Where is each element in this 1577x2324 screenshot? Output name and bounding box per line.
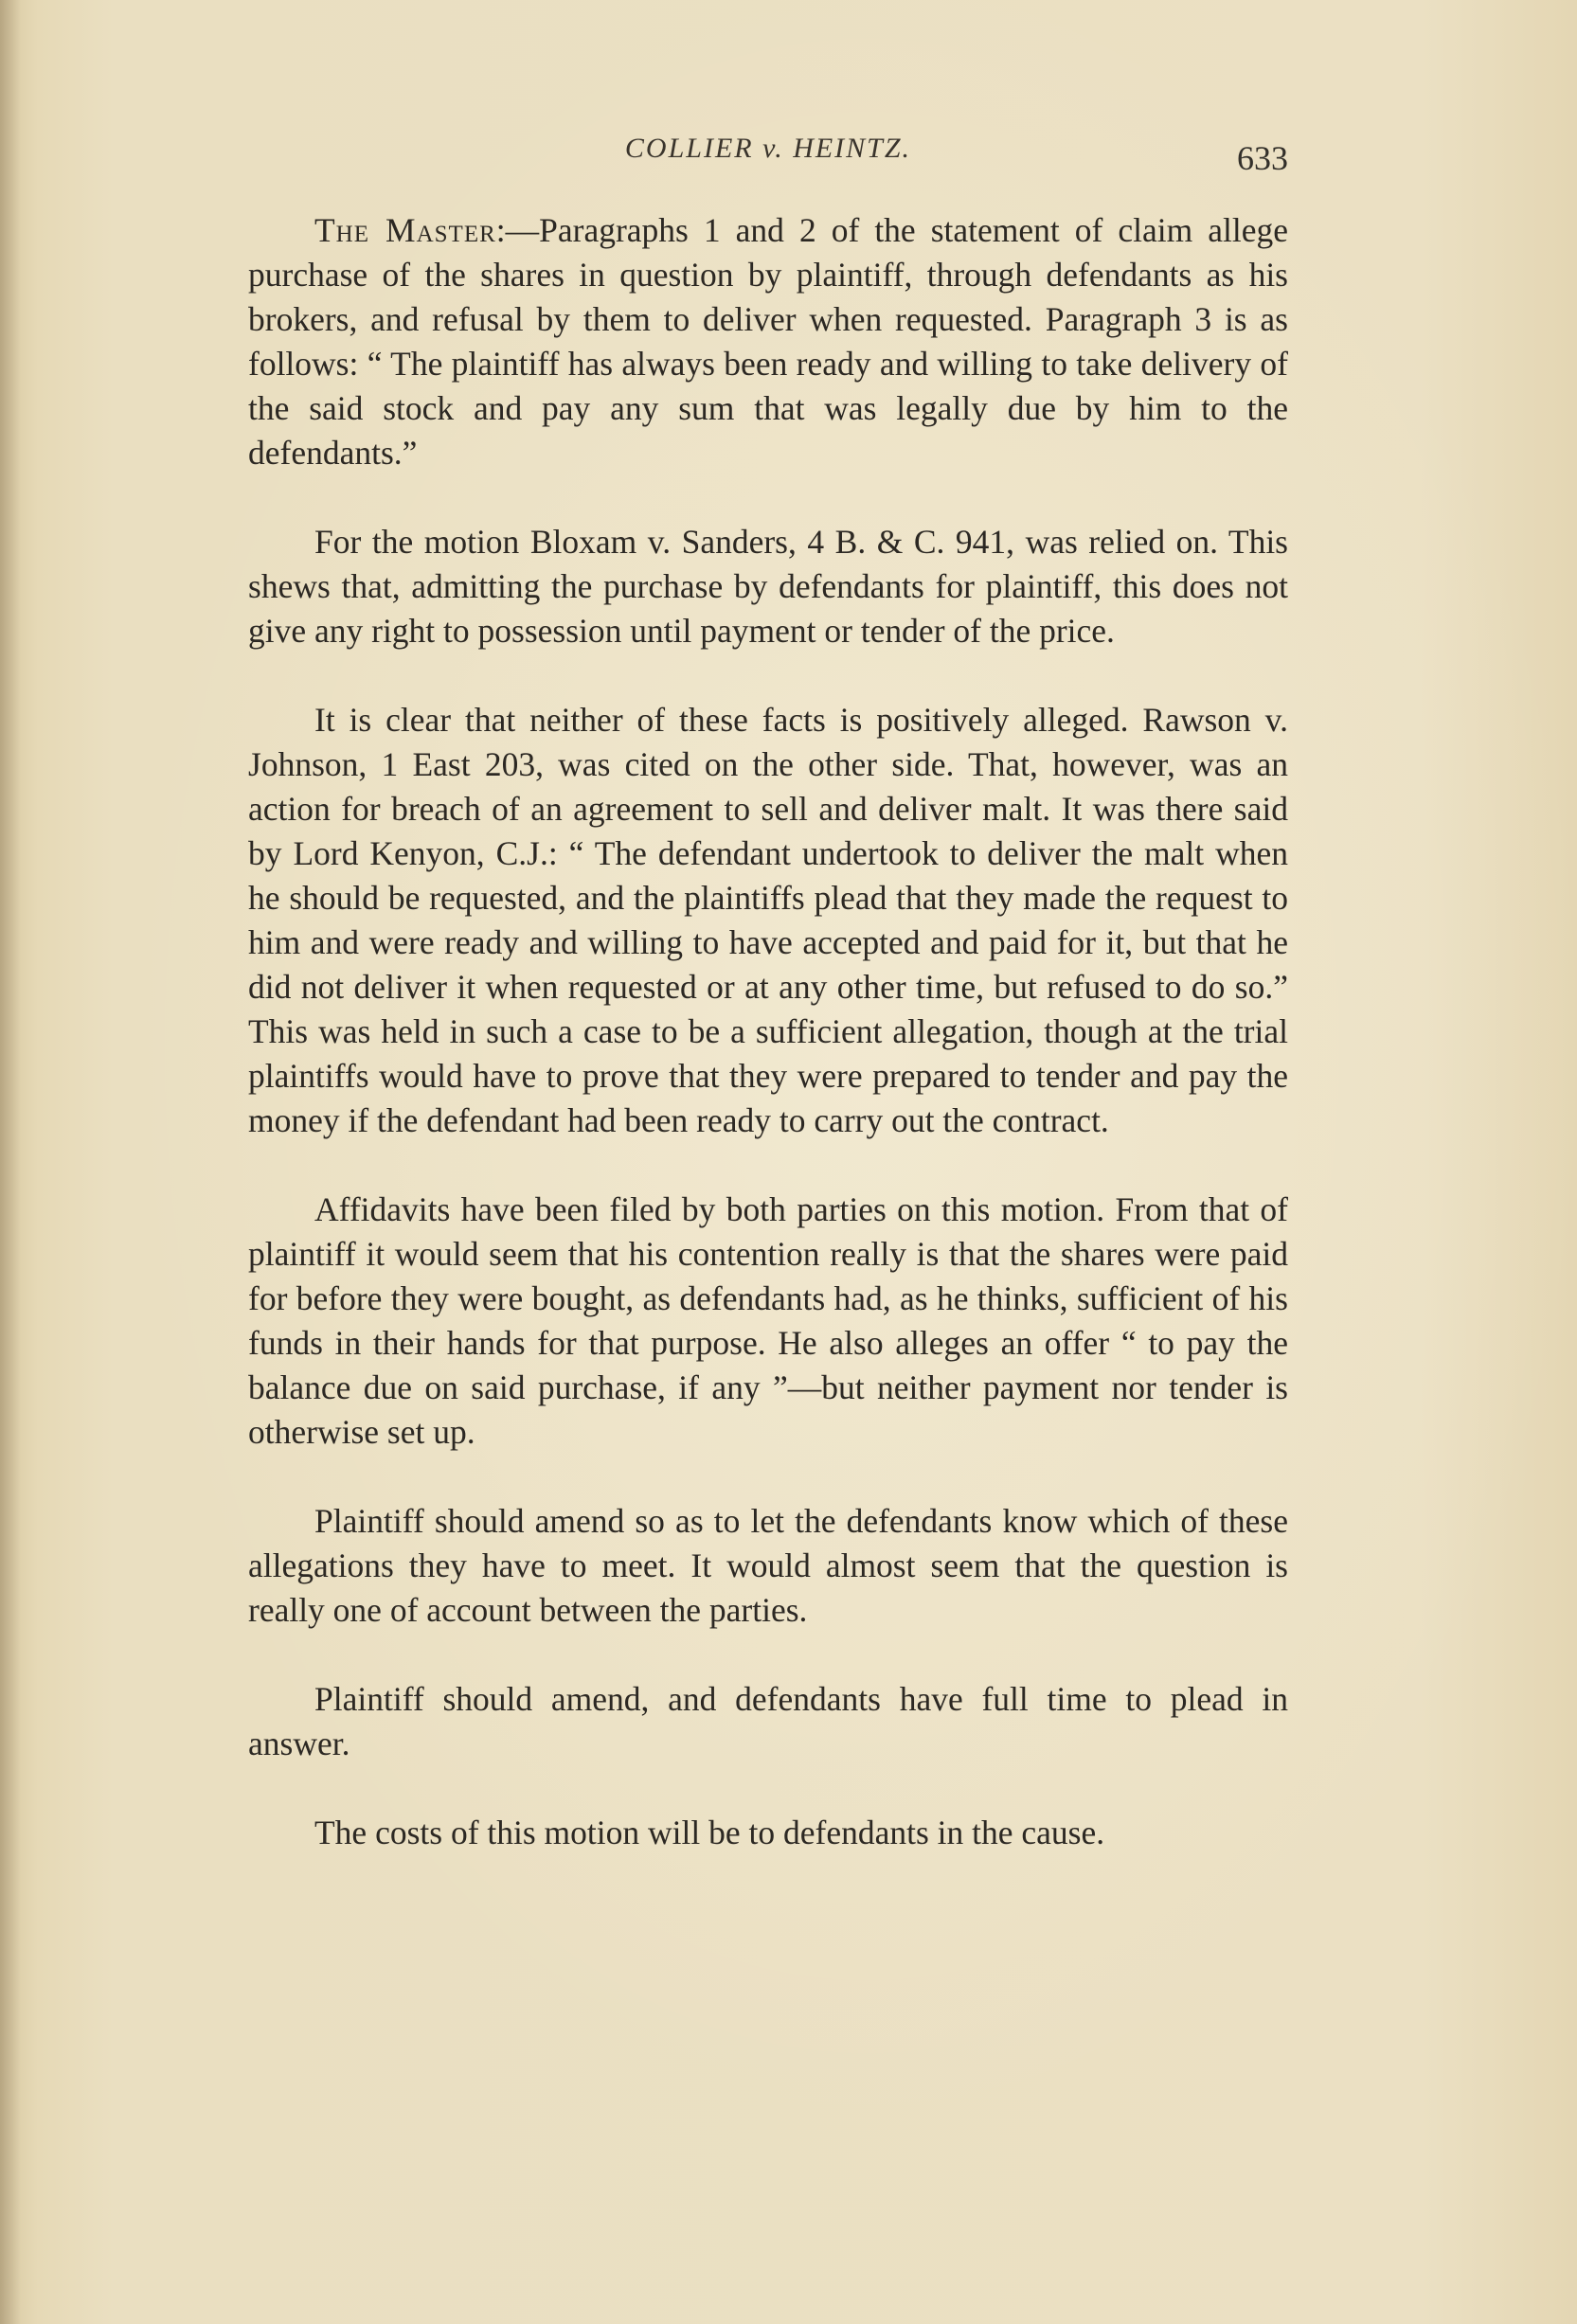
binding-gutter-shadow: [0, 0, 21, 2324]
page-number: 633: [1237, 139, 1288, 177]
paragraph-bloxam-motion: For the motion Bloxam v. Sanders, 4 B. & C. 941, was relied on. This shews that, admitting the purchase by defendants for plaintiff, this does not give any right to possession until payment or tender of the price.: [248, 523, 1288, 650]
running-title: COLLIER v. HEINTZ.: [624, 133, 912, 164]
running-head: [248, 133, 1288, 177]
paragraph-text: :—Paragraphs 1 and 2 of the statement of claim allege purchase of the shares in question by plaintiff, through defendants as his brokers, and refusal by them to deliver when requested. Paragraph 3 is as follows: “ The plaintiff has always been ready and willing to take delivery of the said stock and pay any sum that was legally due by him to the defendants.”: [248, 211, 1288, 472]
speaker-label: The Master: [314, 211, 496, 249]
body-text: [248, 208, 1288, 1900]
paragraph-costs: The costs of this motion will be to defendants in the cause.: [314, 1814, 1105, 1851]
paragraph-master-statement: [248, 208, 1288, 475]
paragraph-affidavits: Affidavits have been filed by both parties on this motion. From that of plaintiff it would seem that his contention really is that the shares were paid for before they were bought, as defendants had, as he thinks, sufficient of his funds in their hands for that purpose. He also alleges an offer “ to pay the balance due on said purchase, if any ”—but neither payment nor tender is otherwise set up.: [248, 1190, 1288, 1451]
paragraph-rawson-citation: It is clear that neither of these facts is positively alleged. Rawson v. Johnson, 1 East 203, was cited on the other side. That, however, was an action for breach of an agreement to sell and deliver malt. It was there said by Lord Kenyon, C.J.: “ The defendant undertook to deliver the malt when he should be requested, and the plaintiffs plead that they made the request to him and were ready and willing to have accepted and paid for it, but that he did not deliver it when requested or at any other time, but refused to do so.” This was held in such a case to be a sufficient allegation, though at the trial plaintiffs would have to prove that they were prepared to tender and pay the money if the defendant had been ready to carry out the contract.: [248, 701, 1288, 1139]
paragraph-amend-allegations: Plaintiff should amend so as to let the defendants know which of these allegations they have to meet. It would almost seem that the question is really one of account between the parties.: [248, 1502, 1288, 1629]
paragraph-amend-plead: Plaintiff should amend, and defendants have full time to plead in answer.: [248, 1680, 1288, 1762]
